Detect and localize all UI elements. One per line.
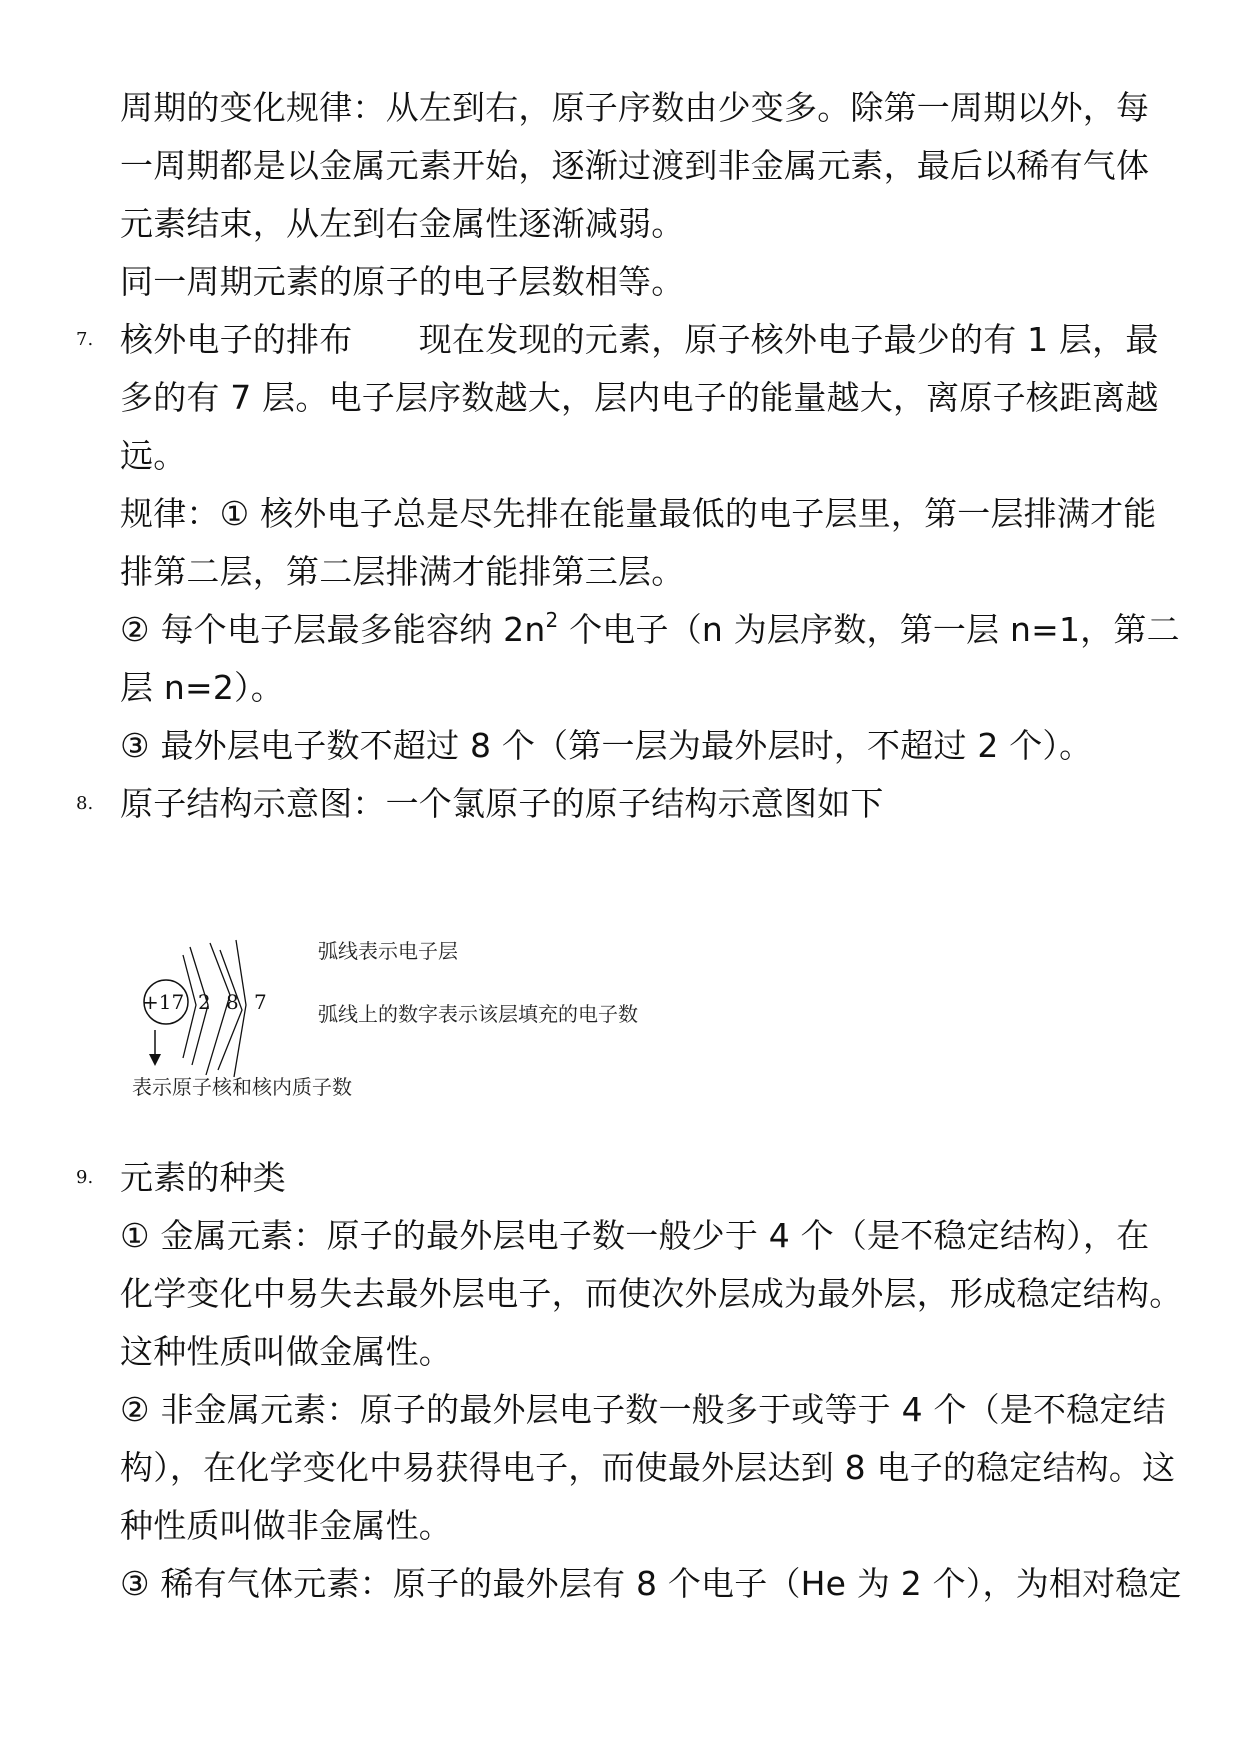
superscript: 2 — [545, 608, 559, 632]
text-line: 同一周期元素的原子的电子层数相等。 — [120, 262, 685, 301]
atom-structure-diagram — [128, 935, 748, 1125]
text-line: 一周期都是以金属元素开始，逐渐过渡到非金属元素，最后以稀有气体 — [120, 146, 1150, 185]
text-line: ② 非金属元素：原子的最外层电子数一般多于或等于 4 个（是不稳定结 — [120, 1390, 1166, 1429]
text-line: 种性质叫做非金属性。 — [120, 1506, 452, 1545]
text-segment: ② 每个电子层最多能容纳 2n — [120, 610, 546, 649]
text-line: 这种性质叫做金属性。 — [120, 1332, 452, 1371]
text-line: 核外电子的排布 现在发现的元素，原子核外电子最少的有 1 层，最 — [120, 320, 1159, 359]
text-line: ③ 稀有气体元素：原子的最外层有 8 个电子（He 为 2 个），为相对稳定 — [120, 1564, 1182, 1603]
shell-count: 8 — [226, 990, 239, 1014]
text-line: 元素的种类 — [120, 1158, 286, 1197]
caption-nucleus: 表示原子核和核内质子数 — [132, 1075, 352, 1099]
text-line: ③ 最外层电子数不超过 8 个（第一层为最外层时，不超过 2 个）。 — [120, 726, 1093, 765]
nucleus-label: +17 — [142, 990, 185, 1014]
text-segment: 个电子（n 为层序数，第一层 n=1，第二 — [558, 610, 1180, 649]
list-number: 8. — [76, 793, 94, 814]
text-line: 周期的变化规律：从左到右，原子序数由少变多。除第一周期以外，每 — [120, 88, 1150, 127]
list-number: 9. — [76, 1167, 94, 1188]
shell-count: 2 — [198, 990, 211, 1014]
shell-arc — [183, 955, 196, 1058]
text-line: 构），在化学变化中易获得电子，而使最外层达到 8 电子的稳定结构。这 — [120, 1448, 1176, 1487]
text-line: ① 金属元素：原子的最外层电子数一般少于 4 个（是不稳定结构），在 — [120, 1216, 1150, 1255]
shell-count: 7 — [254, 990, 267, 1014]
text-line: 元素结束，从左到右金属性逐渐减弱。 — [120, 204, 685, 243]
caption-arc: 弧线表示电子层 — [318, 939, 458, 963]
text-line: 层 n=2）。 — [120, 668, 284, 707]
text-line: 规律：① 核外电子总是尽先排在能量最低的电子层里，第一层排满才能 — [120, 494, 1157, 533]
text-line: 远。 — [120, 436, 187, 475]
arrow-down-icon — [149, 1054, 161, 1066]
text-line: 化学变化中易失去最外层电子，而使次外层成为最外层，形成稳定结构。 — [120, 1274, 1183, 1313]
list-number: 7. — [76, 329, 94, 350]
text-line: 排第二层，第二层排满才能排第三层。 — [120, 552, 685, 591]
text-line — [120, 608, 1180, 652]
caption-number: 弧线上的数字表示该层填充的电子数 — [318, 1002, 638, 1026]
text-line: 原子结构示意图：一个氯原子的原子结构示意图如下 — [120, 784, 884, 823]
text-line: 多的有 7 层。电子层序数越大，层内电子的能量越大，离原子核距离越 — [120, 378, 1159, 417]
